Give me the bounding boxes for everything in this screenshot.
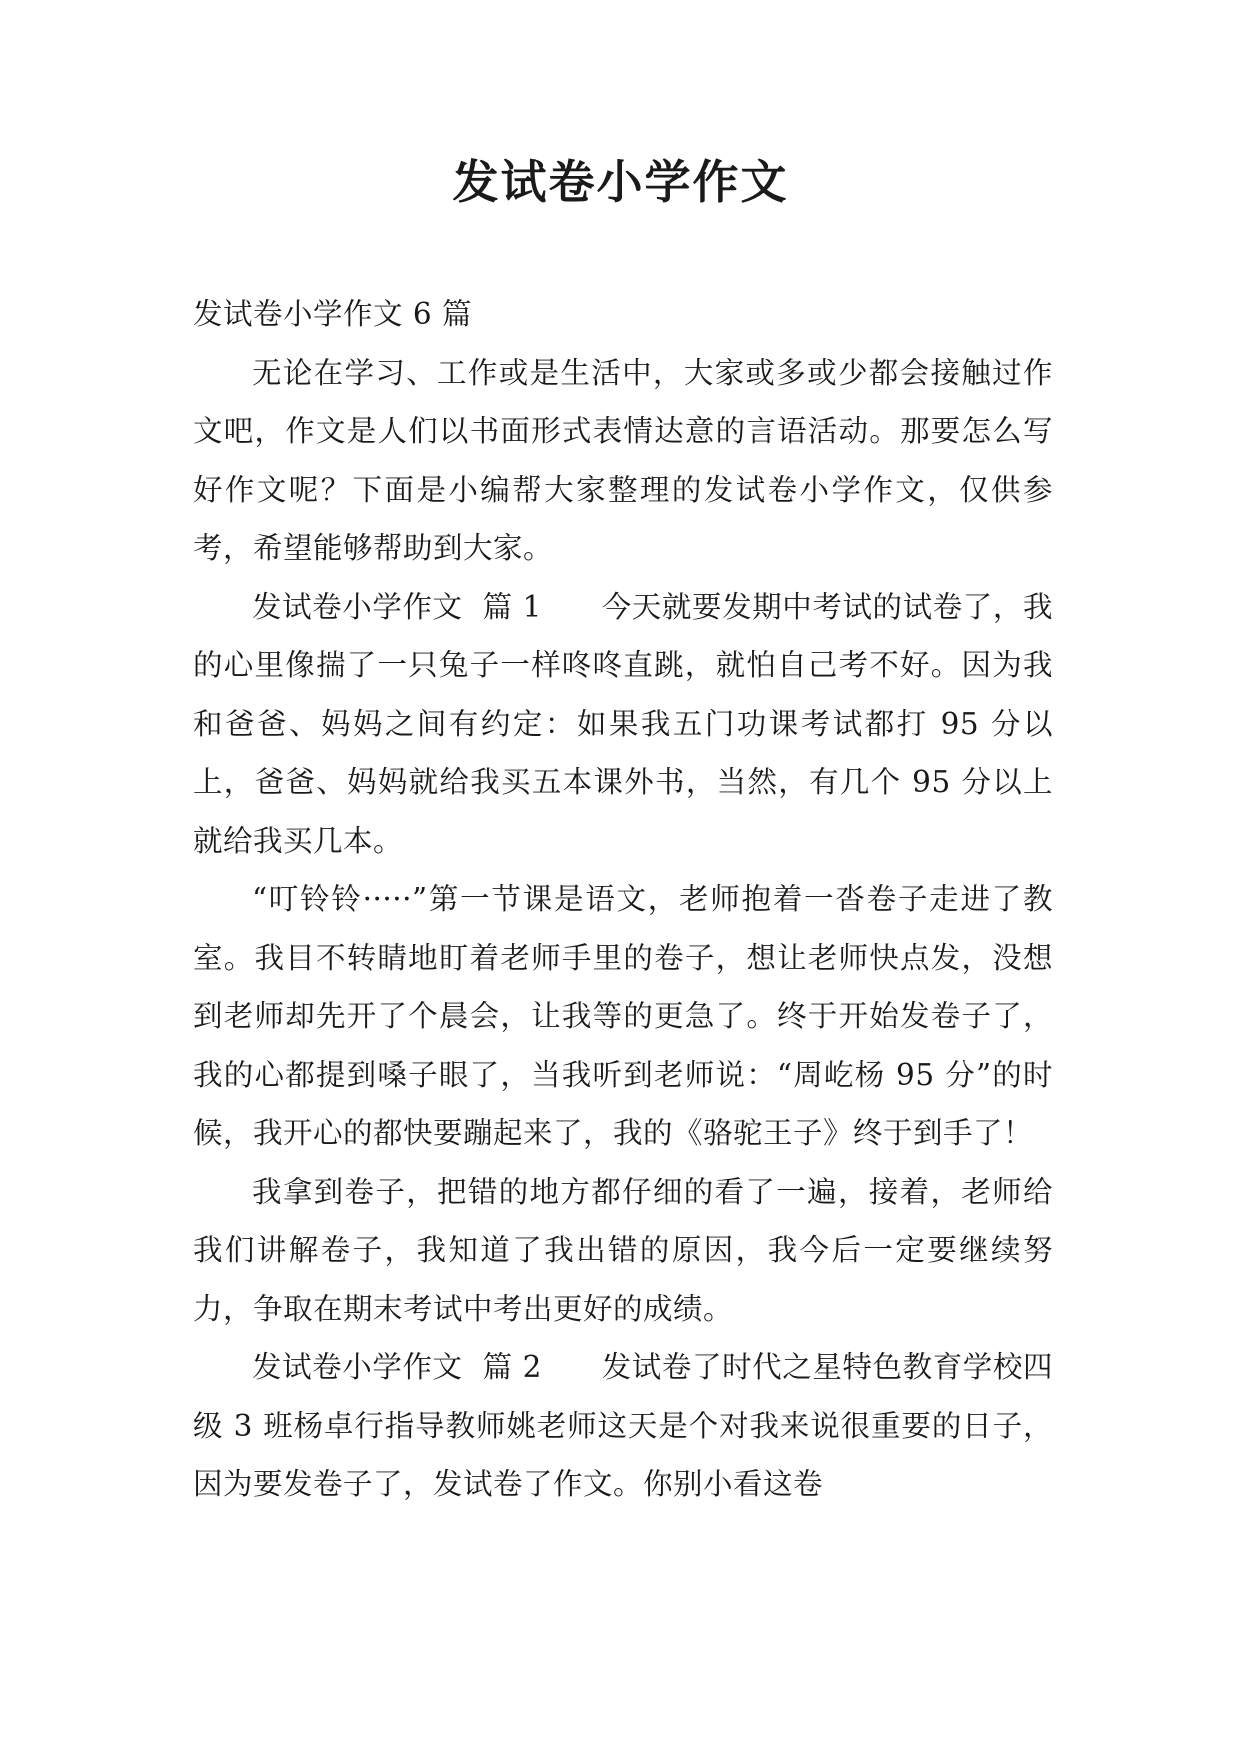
document-subtitle: 发试卷小学作文 6 篇: [193, 297, 473, 331]
document-body: [193, 285, 1053, 1514]
paragraph-essay-2-opening: [193, 1338, 1053, 1514]
paragraph-text: 无论在学习、工作或是生活中，大家或多或少都会接触过作文吧，作文是人们以书面形式表情达意的言语活动。那要怎么写好作文呢？下面是小编帮大家整理的发试卷小学作文，仅供参考，希望能够帮助到大家。: [193, 355, 1053, 565]
paragraph-text: 我拿到卷子，把错的地方都仔细的看了一遍，接着，老师给我们讲解卷子，我知道了我出错的原因，我今后一定要继续努力，争取在期末考试中考出更好的成绩。: [193, 1174, 1053, 1326]
paragraph-text: “叮铃铃·····”第一节课是语文，老师抱着一沓卷子走进了教室。我目不转睛地盯着老师手里的卷子，想让老师快点发，没想到老师却先开了个晨会，让我等的更急了。终于开始发卷子了，我的心都提到嗓子眼了，当我听到老师说：“周屹杨 95 分”的时候，我开心的都快要蹦起来了，我的《骆驼王子》终于到手了！: [193, 882, 1053, 1150]
paragraph-text: 今天就要发期中考试的试卷了，我的心里像揣了一只兔子一样咚咚直跳，就怕自己考不好。因为我和爸爸、妈妈之间有约定：如果我五门功课考试都打 95 分以上，爸爸、妈妈就给我买五本课外书，当然，有几个 95 分以上就给我买几本。: [193, 589, 1053, 858]
essay-heading-2: 发试卷小学作文 篇 2: [252, 1350, 602, 1384]
paragraph-essay-1-ending: [193, 1163, 1053, 1339]
paragraph-essay-1-opening: [193, 578, 1053, 871]
paragraph-intro: [193, 344, 1053, 578]
paragraph-text: 发试卷了时代之星特色教育学校四级 3 班杨卓行指导教师姚老师这天是个对我来说很重要的日子，因为要发卷子了，发试卷了作文。你别小看这卷: [193, 1350, 1053, 1501]
document-title: 发试卷小学作文: [452, 155, 789, 209]
essay-heading-1: 发试卷小学作文 篇 1: [252, 589, 602, 624]
paragraph-essay-1-body: [193, 870, 1053, 1163]
